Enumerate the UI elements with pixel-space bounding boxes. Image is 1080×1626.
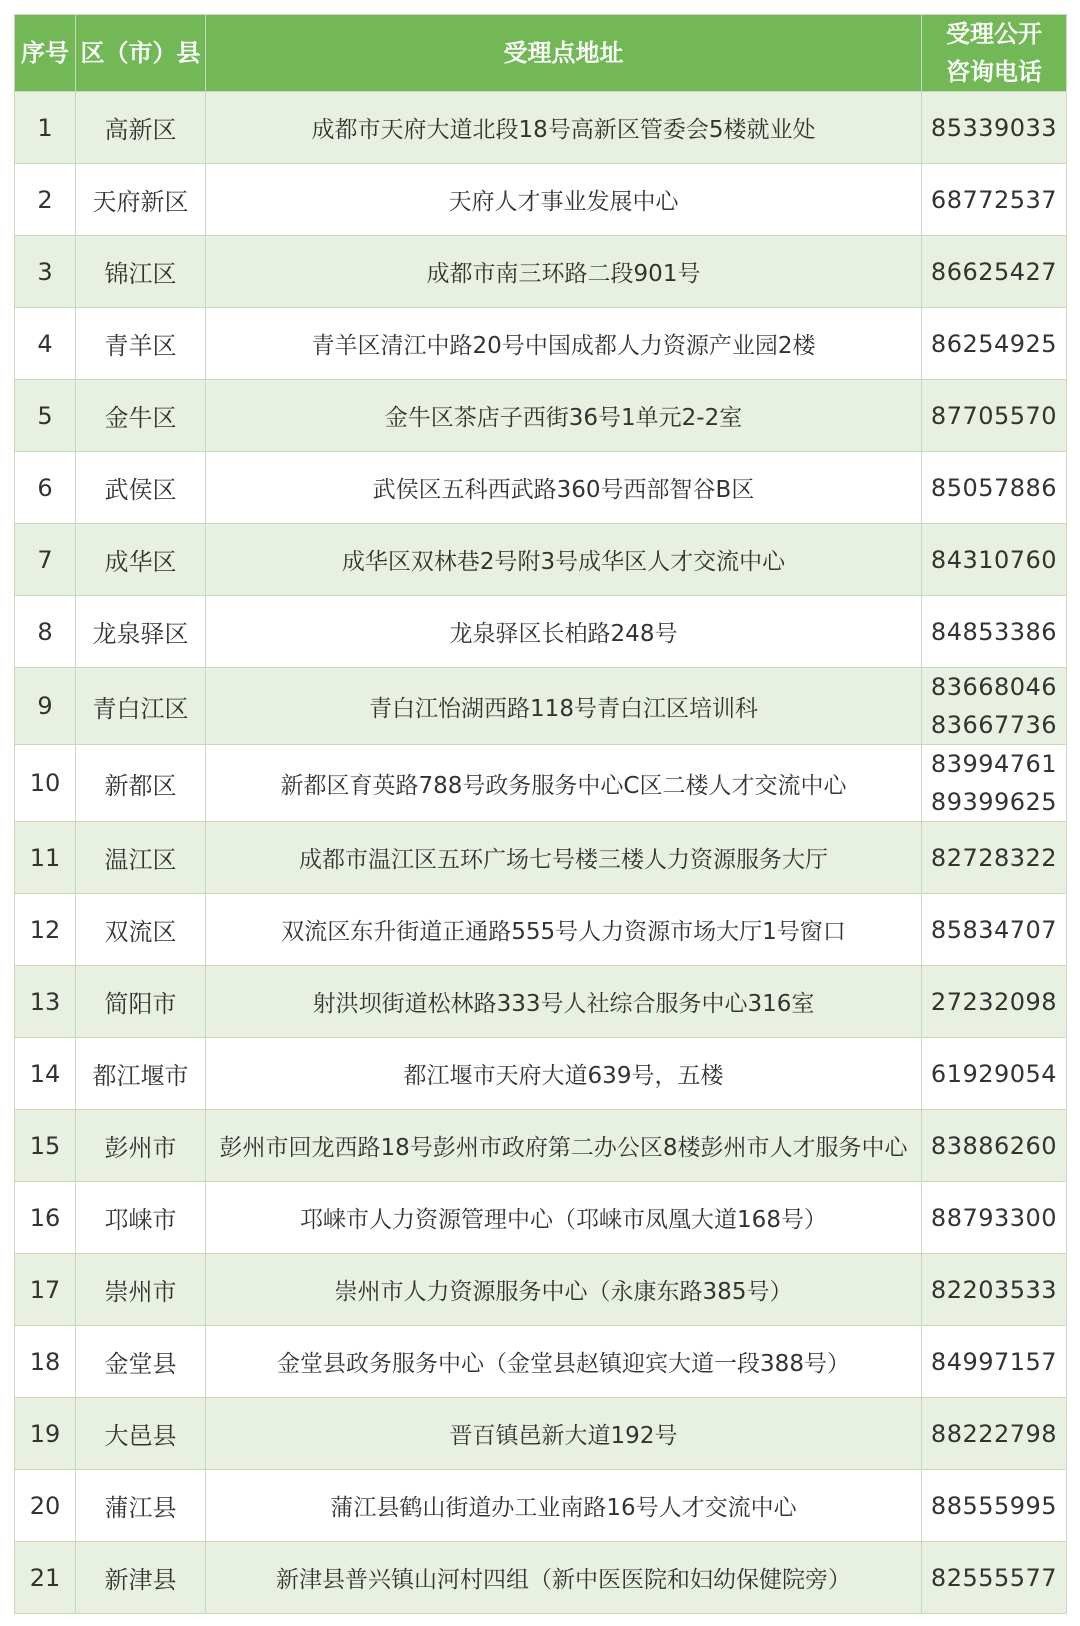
- cell-district: 大邑县: [76, 1398, 206, 1470]
- cell-no: 14: [15, 1038, 76, 1110]
- cell-no: 19: [15, 1398, 76, 1470]
- table-header: [15, 15, 1067, 92]
- cell-no: 9: [15, 668, 76, 745]
- phone-number: 88793300: [930, 1203, 1058, 1232]
- phone-number: 82203533: [930, 1275, 1058, 1304]
- table-row: [15, 966, 1067, 1038]
- phone-number: 86254925: [930, 329, 1058, 358]
- cell-address: 崇州市人力资源服务中心（永康东路385号）: [206, 1254, 922, 1326]
- cell-phone: [922, 1038, 1067, 1110]
- cell-phone: [922, 966, 1067, 1038]
- cell-district: 龙泉驿区: [76, 596, 206, 668]
- phone-number: 85057886: [930, 473, 1058, 502]
- cell-no: 18: [15, 1326, 76, 1398]
- cell-address: 晋百镇邑新大道192号: [206, 1398, 922, 1470]
- cell-district: 天府新区: [76, 164, 206, 236]
- cell-phone: [922, 164, 1067, 236]
- service-points-table: [14, 14, 1067, 1614]
- cell-phone: [922, 1254, 1067, 1326]
- header-row: [15, 15, 1067, 92]
- cell-address: 邛崃市人力资源管理中心（邛崃市凤凰大道168号）: [206, 1182, 922, 1254]
- phone-number: 84310760: [930, 545, 1058, 574]
- table-body: [15, 92, 1067, 1614]
- cell-district: 金堂县: [76, 1326, 206, 1398]
- cell-no: 21: [15, 1542, 76, 1614]
- cell-address: 都江堰市天府大道639号，五楼: [206, 1038, 922, 1110]
- header-phone-line2: 咨询电话: [946, 58, 1042, 86]
- phone-number: 61929054: [930, 1059, 1058, 1088]
- cell-district: 新津县: [76, 1542, 206, 1614]
- phone-number: 85339033: [930, 113, 1058, 142]
- header-phone: [922, 15, 1067, 92]
- cell-no: 2: [15, 164, 76, 236]
- table-row: [15, 1254, 1067, 1326]
- cell-address: 成都市温江区五环广场七号楼三楼人力资源服务大厅: [206, 822, 922, 894]
- cell-phone: [922, 1398, 1067, 1470]
- cell-address: 青白江怡湖西路118号青白江区培训科: [206, 668, 922, 745]
- cell-district: 金牛区: [76, 380, 206, 452]
- cell-no: 6: [15, 452, 76, 524]
- table-row: [15, 452, 1067, 524]
- cell-district: 彭州市: [76, 1110, 206, 1182]
- cell-phone: [922, 1110, 1067, 1182]
- table-row: [15, 894, 1067, 966]
- cell-district: 武侯区: [76, 452, 206, 524]
- cell-phone: [922, 894, 1067, 966]
- cell-district: 青羊区: [76, 308, 206, 380]
- phone-number: 82728322: [930, 843, 1058, 872]
- cell-address: 龙泉驿区长柏路248号: [206, 596, 922, 668]
- cell-address: 金堂县政务服务中心（金堂县赵镇迎宾大道一段388号）: [206, 1326, 922, 1398]
- phone-number: 84997157: [930, 1347, 1058, 1376]
- phone-number: 82555577: [930, 1563, 1058, 1592]
- cell-address: 新津县普兴镇山河村四组（新中医医院和妇幼保健院旁）: [206, 1542, 922, 1614]
- table-row: [15, 745, 1067, 822]
- phone-number: 86625427: [930, 257, 1058, 286]
- cell-district: 新都区: [76, 745, 206, 822]
- cell-no: 20: [15, 1470, 76, 1542]
- table-row: [15, 1182, 1067, 1254]
- cell-district: 高新区: [76, 92, 206, 164]
- table-row: [15, 92, 1067, 164]
- cell-phone: [922, 596, 1067, 668]
- table-row: [15, 1326, 1067, 1398]
- phone-number: 83886260: [930, 1131, 1058, 1160]
- cell-address: 新都区育英路788号政务服务中心C区二楼人才交流中心: [206, 745, 922, 822]
- cell-address: 金牛区茶店子西街36号1单元2-2室: [206, 380, 922, 452]
- cell-no: 11: [15, 822, 76, 894]
- cell-district: 崇州市: [76, 1254, 206, 1326]
- cell-no: 15: [15, 1110, 76, 1182]
- table-row: [15, 1038, 1067, 1110]
- phone-number: 83668046: [930, 673, 1058, 701]
- phone-number: 89399625: [930, 788, 1058, 816]
- cell-address: 武侯区五科西武路360号西部智谷B区: [206, 452, 922, 524]
- phone-number: 83994761: [930, 750, 1058, 778]
- table-row: [15, 1470, 1067, 1542]
- cell-no: 17: [15, 1254, 76, 1326]
- cell-address: 成都市南三环路二段901号: [206, 236, 922, 308]
- table-row: [15, 236, 1067, 308]
- cell-district: 锦江区: [76, 236, 206, 308]
- cell-no: 13: [15, 966, 76, 1038]
- cell-no: 16: [15, 1182, 76, 1254]
- header-district: 区（市）县: [76, 15, 206, 92]
- cell-district: 温江区: [76, 822, 206, 894]
- header-phone-line1: 受理公开: [946, 20, 1042, 48]
- cell-phone: [922, 822, 1067, 894]
- table-row: [15, 822, 1067, 894]
- cell-no: 3: [15, 236, 76, 308]
- cell-address: 双流区东升街道正通路555号人力资源市场大厅1号窗口: [206, 894, 922, 966]
- phone-number: 85834707: [930, 915, 1058, 944]
- cell-district: 青白江区: [76, 668, 206, 745]
- cell-phone: [922, 452, 1067, 524]
- cell-phone: [922, 745, 1067, 822]
- cell-phone: [922, 668, 1067, 745]
- cell-no: 4: [15, 308, 76, 380]
- table-row: [15, 164, 1067, 236]
- phone-number: 83667736: [930, 711, 1058, 739]
- cell-address: 青羊区清江中路20号中国成都人力资源产业园2楼: [206, 308, 922, 380]
- cell-phone: [922, 236, 1067, 308]
- header-no: 序号: [15, 15, 76, 92]
- cell-phone: [922, 524, 1067, 596]
- cell-address: 成都市天府大道北段18号高新区管委会5楼就业处: [206, 92, 922, 164]
- cell-no: 1: [15, 92, 76, 164]
- cell-no: 5: [15, 380, 76, 452]
- cell-phone: [922, 1326, 1067, 1398]
- cell-district: 双流区: [76, 894, 206, 966]
- cell-phone: [922, 1182, 1067, 1254]
- cell-district: 邛崃市: [76, 1182, 206, 1254]
- cell-district: 蒲江县: [76, 1470, 206, 1542]
- cell-no: 12: [15, 894, 76, 966]
- table-row: [15, 596, 1067, 668]
- phone-number: 68772537: [930, 185, 1058, 214]
- phone-number: 88555995: [930, 1491, 1058, 1520]
- cell-no: 10: [15, 745, 76, 822]
- table-row: [15, 1398, 1067, 1470]
- phone-number: 84853386: [930, 617, 1058, 646]
- cell-phone: [922, 1470, 1067, 1542]
- cell-address: 射洪坝街道松林路333号人社综合服务中心316室: [206, 966, 922, 1038]
- cell-address: 成华区双林巷2号附3号成华区人才交流中心: [206, 524, 922, 596]
- cell-no: 7: [15, 524, 76, 596]
- service-points-table-wrapper: [14, 14, 1066, 1614]
- cell-no: 8: [15, 596, 76, 668]
- header-address: 受理点地址: [206, 15, 922, 92]
- table-row: [15, 308, 1067, 380]
- table-row: [15, 380, 1067, 452]
- table-row: [15, 1110, 1067, 1182]
- phone-number: 27232098: [930, 987, 1058, 1016]
- cell-district: 成华区: [76, 524, 206, 596]
- cell-phone: [922, 308, 1067, 380]
- table-row: [15, 1542, 1067, 1614]
- cell-address: 彭州市回龙西路18号彭州市政府第二办公区8楼彭州市人才服务中心: [206, 1110, 922, 1182]
- cell-phone: [922, 380, 1067, 452]
- cell-phone: [922, 1542, 1067, 1614]
- phone-number: 88222798: [930, 1419, 1058, 1448]
- cell-district: 简阳市: [76, 966, 206, 1038]
- cell-address: 天府人才事业发展中心: [206, 164, 922, 236]
- table-row: [15, 668, 1067, 745]
- table-row: [15, 524, 1067, 596]
- phone-number: 87705570: [930, 401, 1058, 430]
- cell-address: 蒲江县鹤山街道办工业南路16号人才交流中心: [206, 1470, 922, 1542]
- cell-district: 都江堰市: [76, 1038, 206, 1110]
- cell-phone: [922, 92, 1067, 164]
